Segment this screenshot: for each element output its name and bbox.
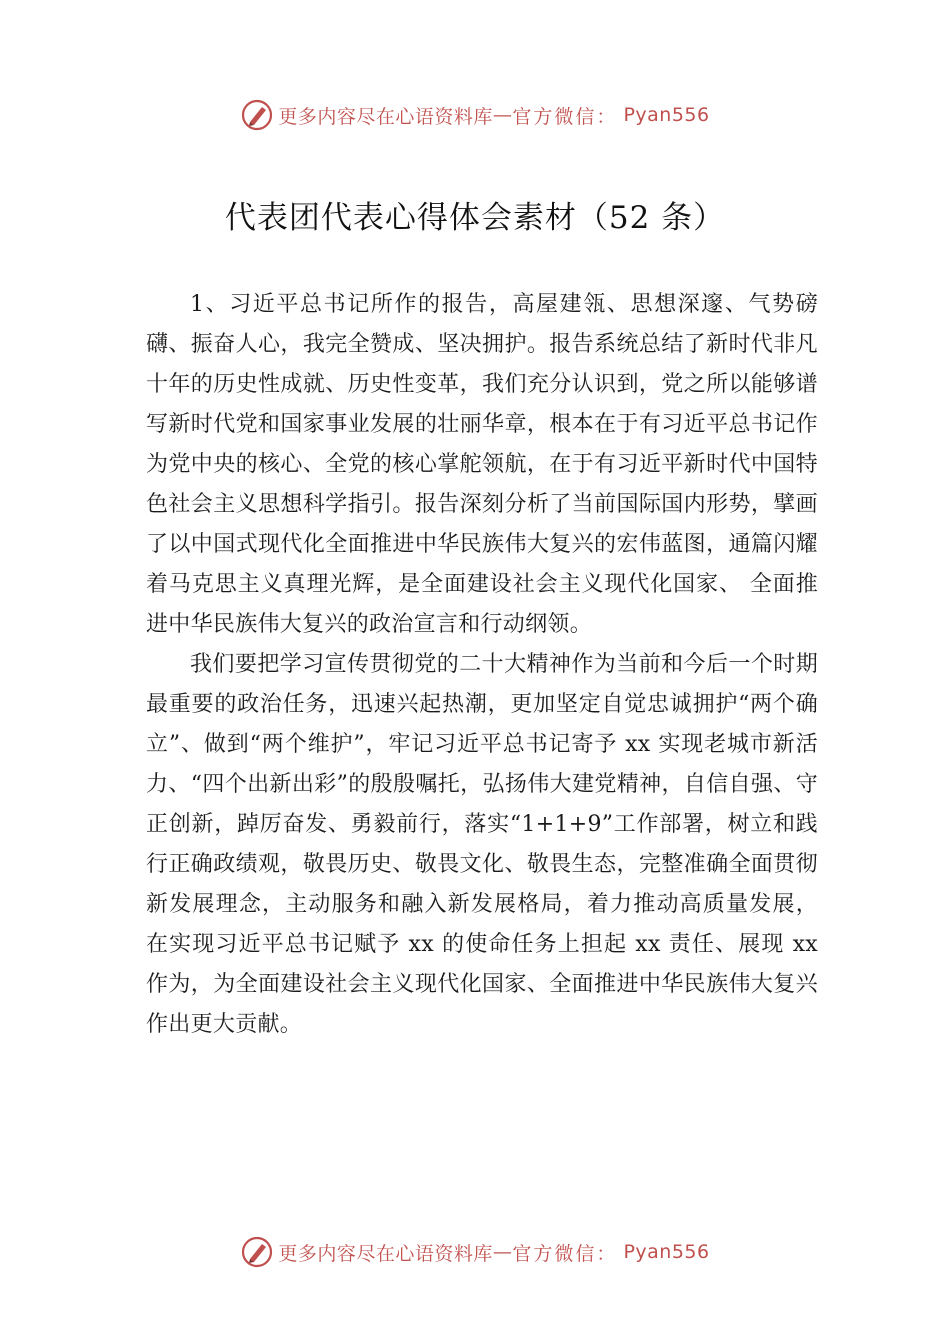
banner-library-text: 更多内容尽在心语资料库 bbox=[278, 1242, 493, 1265]
document-title: 代表团代表心得体会素材（52 条） bbox=[224, 200, 726, 236]
pen-circle-logo-icon bbox=[240, 98, 274, 132]
header-banner bbox=[0, 95, 950, 135]
banner-wechat-id: Pyan556 bbox=[623, 104, 710, 126]
banner-dash: — bbox=[492, 104, 513, 126]
banner-wechat-id: Pyan556 bbox=[623, 1241, 710, 1263]
footer-banner bbox=[0, 1232, 950, 1272]
banner-official-text: 官方微信： bbox=[512, 1242, 618, 1265]
banner-official-text: 官方微信： bbox=[512, 105, 618, 128]
document-body bbox=[146, 285, 818, 1045]
banner-library-text: 更多内容尽在心语资料库 bbox=[278, 105, 493, 128]
body-paragraph: 我们要把学习宣传贯彻党的二十大精神作为当前和今后一个时期最重要的政治任务，迅速兴起热潮，更加坚定自觉忠诚拥护“两个确立”、做到“两个维护”，牢记习近平总书记寄予 xx 实现老城市新活力、“四个出新出彩”的殷殷嘱托，弘扬伟大建党精神，自信自强、守正创新，踔厉奋发、勇毅前行，落实“1+1+9”工作部署，树立和践行正确政绩观，敬畏历史、敬畏文化、敬畏生态，完整准确全面贯彻新发展理念，主动服务和融入新发展格局，着力推动高质量发展， 在实现习近平总书记赋予 xx 的使命任务上担起 xx 责任、展现 xx 作为，为全面建设社会主义现代化国家、全面推进中华民族伟大复兴作出更大贡献。 bbox=[146, 652, 818, 1037]
banner-dash: — bbox=[492, 1241, 513, 1263]
body-paragraph: 1、习近平总书记所作的报告，高屋建瓴、思想深邃、气势磅礴、振奋人心，我完全赞成、坚决拥护。报告系统总结了新时代非凡十年的历史性成就、历史性变革，我们充分认识到，党之所以能够谱写新时代党和国家事业发展的壮丽华章，根本在于有习近平总书记作为党中央的核心、全党的核心掌舵领航，在于有习近平新时代中国特色社会主义思想科学指引。报告深刻分析了当前国际国内形势，擘画了以中国式现代化全面推进中华民族伟大复兴的宏伟蓝图，通篇闪耀着马克思主义真理光辉，是全面建设社会主义现代化国家、 全面推进中华民族伟大复兴的政治宣言和行动纲领。 bbox=[146, 292, 818, 637]
pen-circle-logo-icon bbox=[240, 1235, 274, 1269]
